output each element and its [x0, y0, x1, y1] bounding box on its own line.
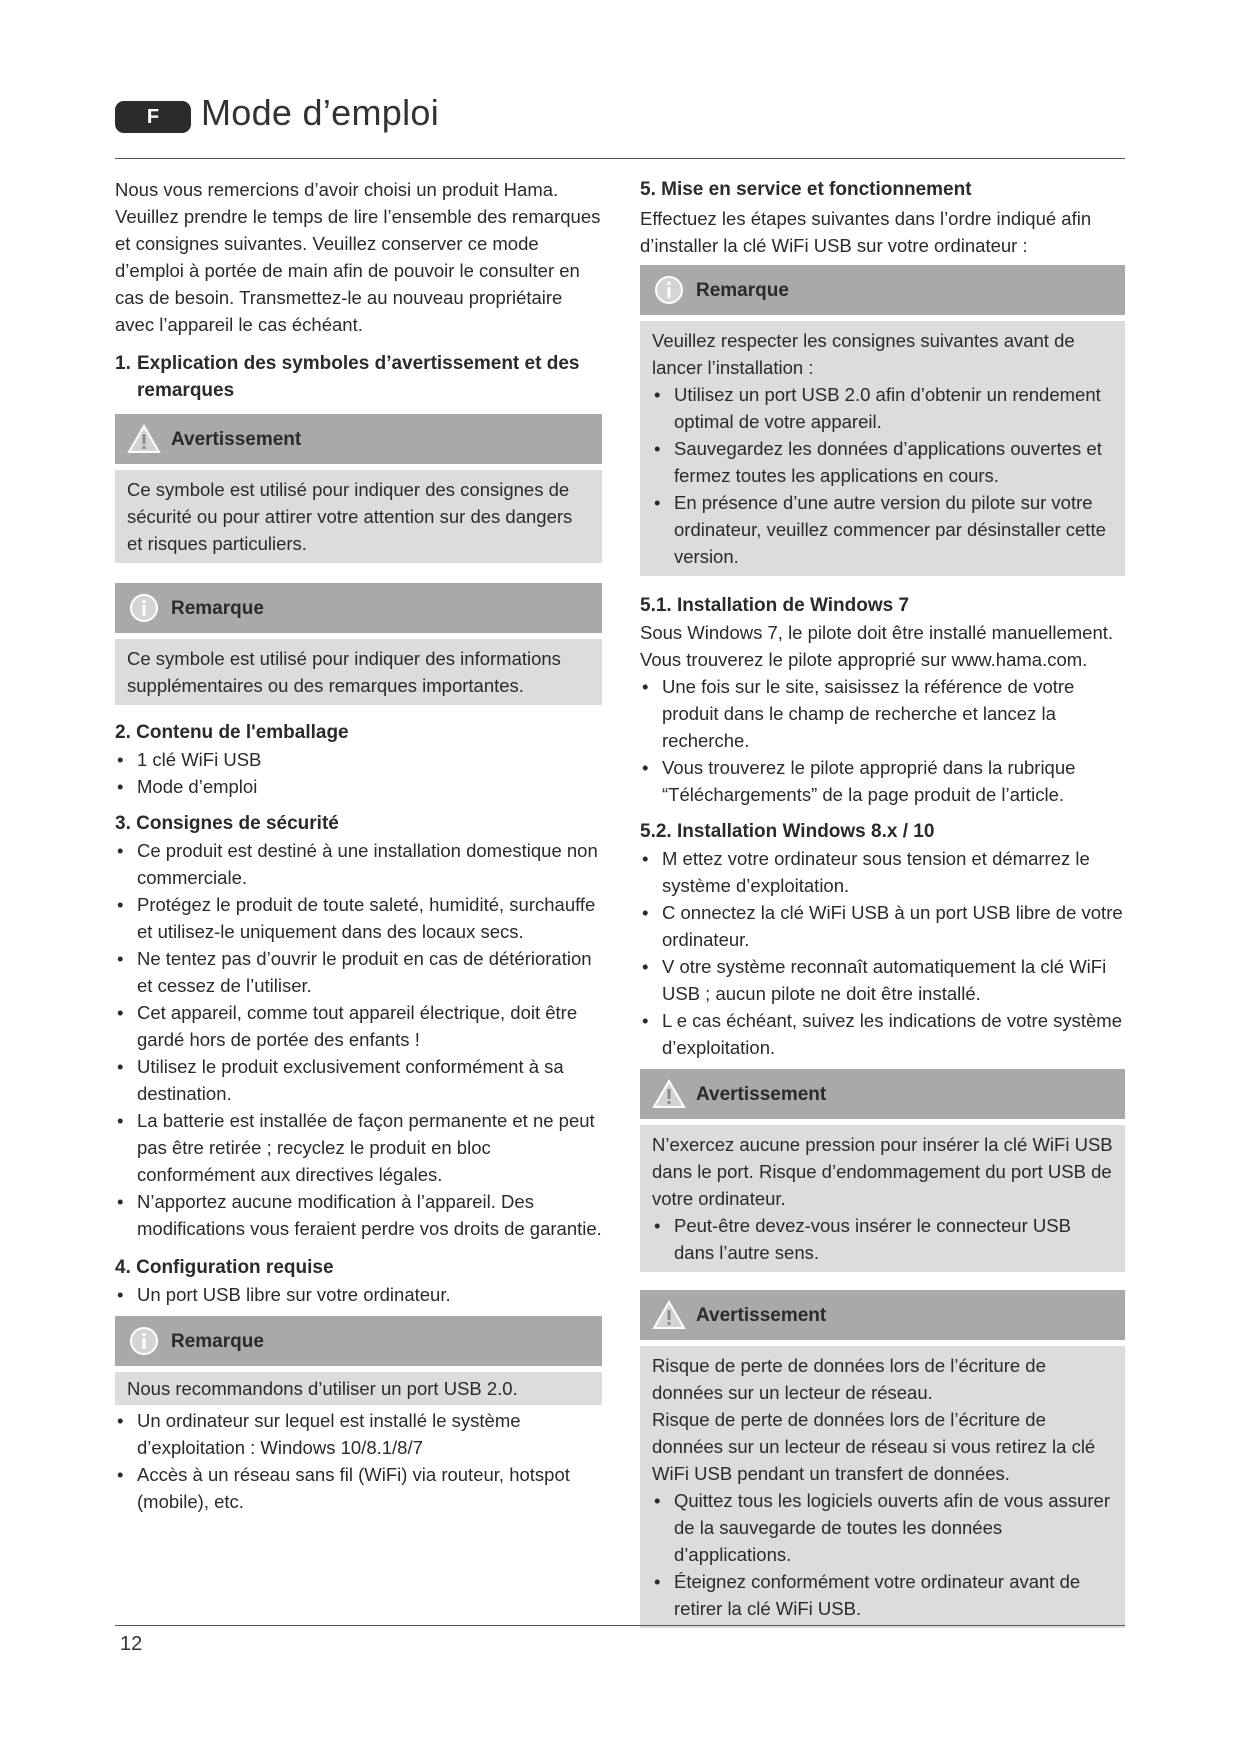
- list-item: • Sauvegardez les données d’applications ouvertes et fermez toutes les applications en cours.: [652, 435, 1113, 489]
- info-icon: [652, 273, 686, 307]
- section-5-1-text: Sous Windows 7, le pilote doit être installé manuellement. Vous trouverez le pilote approprié sur www.hama.com.: [640, 622, 1114, 670]
- note-label: Remarque: [696, 279, 789, 301]
- right-column: [640, 176, 1125, 1628]
- requirements-list-2: [115, 1407, 602, 1515]
- note-intro: Veuillez respecter les consignes suivantes avant de lancer l’installation :: [652, 330, 1075, 378]
- list-item: • Peut-être devez-vous insérer le connecteur USB dans l’autre sens.: [652, 1212, 1113, 1266]
- section-5-1-heading: 5.1. Installation de Windows 7: [640, 595, 910, 616]
- warning-text: Ce symbole est utilisé pour indiquer des consignes de sécurité ou pour attirer votre attention sur des dangers et risques particuliers.: [127, 479, 573, 554]
- note-label: Remarque: [171, 1330, 264, 1352]
- note-bar-requirements: [115, 1316, 602, 1366]
- warning-label: Avertissement: [696, 1083, 827, 1105]
- note-label: Remarque: [171, 597, 264, 619]
- section-1-title: Explication des symboles d’avertissement et des remarques: [137, 353, 580, 401]
- warning-bar-data-loss: [640, 1290, 1125, 1340]
- list-item: • Cet appareil, comme tout appareil électrique, doit être gardé hors de portée des enfants !: [115, 999, 602, 1053]
- list-item: • Ce produit est destiné à une installation domestique non commerciale.: [115, 837, 602, 891]
- warning-text: Risque de perte de données lors de l’écriture de données sur un lecteur de réseau si vous retirez la clé WiFi USB pendant un transfert de données.: [652, 1409, 1096, 1484]
- list-item: • Un ordinateur sur lequel est installé le système d’exploitation : Windows 10/8.1/8/7: [115, 1407, 602, 1461]
- list-item: • N’apportez aucune modification à l’appareil. Des modifications vous feraient perdre vos droits de garantie.: [115, 1188, 602, 1242]
- list-item: • La batterie est installée de façon permanente et ne peut pas être retirée ; recyclez le produit en bloc conformément aux directives légales.: [115, 1107, 602, 1188]
- warning-icon: [652, 1298, 686, 1332]
- language-badge: F: [115, 101, 191, 133]
- list-item: • M ettez votre ordinateur sous tension et démarrez le système d’exploitation.: [640, 845, 1125, 899]
- section-1-number: 1.: [115, 353, 131, 374]
- note-text: Ce symbole est utilisé pour indiquer des informations supplémentaires ou des remarques importantes.: [127, 648, 561, 696]
- warning-icon: [127, 422, 161, 456]
- list-item: • Ne tentez pas d’ouvrir le produit en cas de détérioration et cessez de l’utiliser.: [115, 945, 602, 999]
- list-item: • Un port USB libre sur votre ordinateur.: [115, 1281, 602, 1308]
- section-4-heading: 4. Configuration requise: [115, 1257, 334, 1278]
- section-5-1-list: [640, 673, 1125, 808]
- section-5-intro: Effectuez les étapes suivantes dans l’ordre indiqué afin d’installer la clé WiFi USB sur votre ordinateur :: [640, 208, 1092, 256]
- list-item: • 1 clé WiFi USB: [115, 746, 602, 773]
- warning-text: N’exercez aucune pression pour insérer la clé WiFi USB dans le port. Risque d’endommagement du port USB de votre ordinateur.: [652, 1134, 1113, 1209]
- warning-text: Risque de perte de données lors de l’écriture de données sur un lecteur de réseau.: [652, 1355, 1046, 1403]
- note-list: [652, 381, 1113, 570]
- list-item: • Mode d’emploi: [115, 773, 602, 800]
- list-item: • V otre système reconnaît automatiquement la clé WiFi USB ; aucun pilote ne doit être installé.: [640, 953, 1125, 1007]
- page-title: Mode d’emploi: [201, 92, 440, 133]
- list-item: • Quittez tous les logiciels ouverts afin de vous assurer de la sauvegarde de toutes les données d’applications.: [652, 1487, 1113, 1568]
- section-5-2-list: [640, 845, 1125, 1061]
- note-text: Nous recommandons d’utiliser un port USB 2.0.: [127, 1378, 518, 1399]
- list-item: • Utilisez le produit exclusivement conformément à sa destination.: [115, 1053, 602, 1107]
- warning-box-usb: [640, 1125, 1125, 1272]
- list-item: • L e cas échéant, suivez les indications de votre système d’exploitation.: [640, 1007, 1125, 1061]
- list-item: • Protégez le produit de toute saleté, humidité, surchauffe et utilisez-le uniquement dans des locaux secs.: [115, 891, 602, 945]
- warning-icon: [652, 1077, 686, 1111]
- intro-paragraph: Nous vous remercions d’avoir choisi un produit Hama. Veuillez prendre le temps de lire l’ensemble des remarques et consignes suivantes. Veuillez conserver ce mode d’emploi à portée de main afin de pouvoir le consulter en cas de besoin. Transmettez-le au nouveau propriétaire avec l’appareil le cas échéant.: [115, 179, 601, 335]
- safety-list: [115, 837, 602, 1242]
- list-item: • Éteignez conformément votre ordinateur avant de retirer la clé WiFi USB.: [652, 1568, 1113, 1622]
- warning-box: [115, 470, 602, 563]
- note-bar: [115, 583, 602, 633]
- info-icon: [127, 1324, 161, 1358]
- page-number: 12: [120, 1633, 143, 1655]
- section-5-heading: 5. Mise en service et fonctionnement: [640, 179, 972, 200]
- warning-box-data-loss: [640, 1346, 1125, 1628]
- list-item: • Vous trouverez le pilote approprié dans la rubrique “Téléchargements” de la page produit de l’article.: [640, 754, 1125, 808]
- section-3-heading: 3. Consignes de sécurité: [115, 813, 339, 834]
- left-column: [115, 176, 602, 1515]
- warning-list: [652, 1487, 1113, 1622]
- note-box-requirements: [115, 1372, 602, 1405]
- warning-bar-usb: [640, 1069, 1125, 1119]
- list-item: • C onnectez la clé WiFi USB à un port USB libre de votre ordinateur.: [640, 899, 1125, 953]
- warning-bar: [115, 414, 602, 464]
- section-5-2-heading: 5.2. Installation Windows 8.x / 10: [640, 821, 935, 842]
- section-2-heading: 2. Contenu de l'emballage: [115, 722, 349, 743]
- section-1-heading: [115, 350, 602, 404]
- package-contents-list: [115, 746, 602, 800]
- note-bar-installation: [640, 265, 1125, 315]
- page-header: [115, 92, 1125, 159]
- list-item: • En présence d’une autre version du pilote sur votre ordinateur, veuillez commencer par désinstaller cette version.: [652, 489, 1113, 570]
- note-box-installation: [640, 321, 1125, 576]
- list-item: • Une fois sur le site, saisissez la référence de votre produit dans le champ de recherche et lancez la recherche.: [640, 673, 1125, 754]
- list-item: • Utilisez un port USB 2.0 afin d’obtenir un rendement optimal de votre appareil.: [652, 381, 1113, 435]
- list-item: • Accès à un réseau sans fil (WiFi) via routeur, hotspot (mobile), etc.: [115, 1461, 602, 1515]
- footer-divider: [115, 1625, 1125, 1626]
- requirements-list: [115, 1281, 602, 1308]
- warning-list: [652, 1212, 1113, 1266]
- note-box: [115, 639, 602, 705]
- info-icon: [127, 591, 161, 625]
- warning-label: Avertissement: [696, 1304, 827, 1326]
- warning-label: Avertissement: [171, 428, 302, 450]
